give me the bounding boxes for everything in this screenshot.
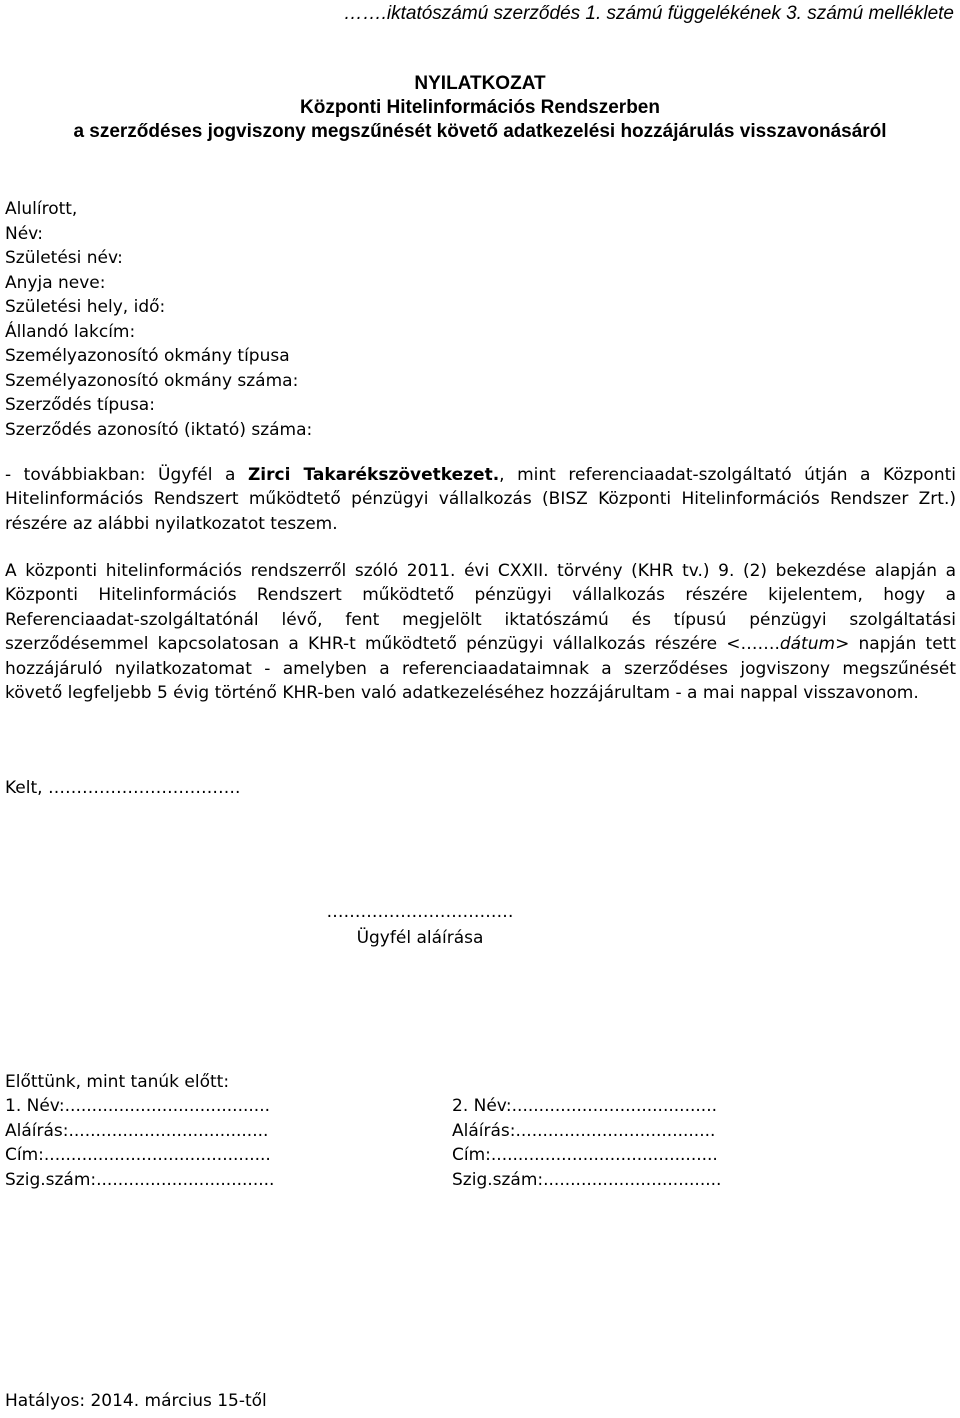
field-birth-place-date: Születési hely, idő: [5, 297, 166, 317]
statement-paragraph-1 [5, 463, 956, 536]
title-block [0, 72, 960, 144]
para1-suffix: , mint referenciaadat-szolgáltató útján a Központi Hitelinformációs Rendszert működtető pénzügyi vállalkozás (BISZ Központi Hitelinformációs Rendszer Zrt.) részére az alábbi nyilatkozatot teszem. [5, 465, 956, 534]
witness-2-signature: Aláírás:..................................... [452, 1120, 716, 1141]
effective-date-footer: Hatályos: 2014. március 15-től [5, 1391, 267, 1411]
witness-2-id-number: Szig.szám:................................. [452, 1169, 722, 1190]
field-contract-type: Szerződés típusa: [5, 395, 155, 415]
witness-1-signature: Aláírás:..................................... [5, 1120, 269, 1141]
witness-2-address: Cím:.......................................... [452, 1145, 718, 1165]
date-place-line: Kelt, ……………………………. [5, 778, 241, 798]
signature-label: Ügyfél aláírása [356, 928, 484, 948]
field-birth-name: Születési név: [5, 248, 123, 268]
witness-2 [452, 1094, 721, 1192]
witness-2-name: 2. Név:...................................... [452, 1096, 718, 1116]
field-contract-id: Szerződés azonosító (iktató) száma: [5, 419, 313, 440]
title-line-2: Központi Hitelinformációs Rendszerben [300, 97, 660, 118]
date-placeholder: dátum [779, 634, 836, 655]
witness-1 [5, 1094, 274, 1192]
witness-intro: Előttünk, mint tanúk előtt: [5, 1072, 230, 1092]
field-id-number: Személyazonosító okmány száma: [5, 370, 299, 391]
para1-prefix: - továbbiakban: Ügyfél a [5, 465, 248, 485]
para2-text: A központi hitelinformációs rendszerről szóló 2011. évi CXXII. törvény (KHR tv.) 9. (2) bekezdése alapján a Központi Hitelinformációs Rendszert működtető pénzügyi vállalkozás részére kijelentem, hogy a Referenciaadat-szolgáltatónál lévő, fent megjelölt iktatószámú és típusú pénzügyi szolgáltatási szerződésemmel kapcsolatosan a KHR-t működtető pénzügyi vállalkozás részére <……. [5, 561, 956, 655]
witness-1-address: Cím:.......................................... [5, 1145, 271, 1165]
field-address: Állandó lakcím: [5, 321, 136, 342]
institution-name: Zirci Takarékszövetkezet. [247, 465, 500, 485]
statement-paragraph-2 [5, 559, 956, 705]
field-undersigned: Alulírott, [5, 199, 78, 219]
title-main: NYILATKOZAT [414, 73, 546, 94]
signature-block [280, 899, 560, 951]
annex-reference: …….iktatószámú szerződés 1. számú függelékének 3. számú melléklete [343, 3, 954, 24]
field-id-type: Személyazonosító okmány típusa [5, 346, 290, 366]
witness-1-id-number: Szig.szám:................................. [5, 1169, 275, 1190]
witness-1-name: 1. Név:...................................... [5, 1096, 271, 1116]
para2-rest: > napján tett hozzájáruló nyilatkozatomat - amelyben a referenciaadataimnak a szerződéses jogviszony megszűnését követő legfeljebb 5 évig történő KHR-ben való adatkezeléséhez hozzájárultam - a mai nappal visszavonom. [5, 634, 956, 704]
signature-line: …………………………… [326, 902, 514, 922]
field-mother-name: Anyja neve: [5, 272, 106, 293]
title-line-3: a szerződéses jogviszony megszűnését követő adatkezelési hozzájárulás visszavonásáról [73, 121, 887, 142]
personal-data-fields [5, 197, 312, 442]
field-name: Név: [5, 223, 44, 244]
